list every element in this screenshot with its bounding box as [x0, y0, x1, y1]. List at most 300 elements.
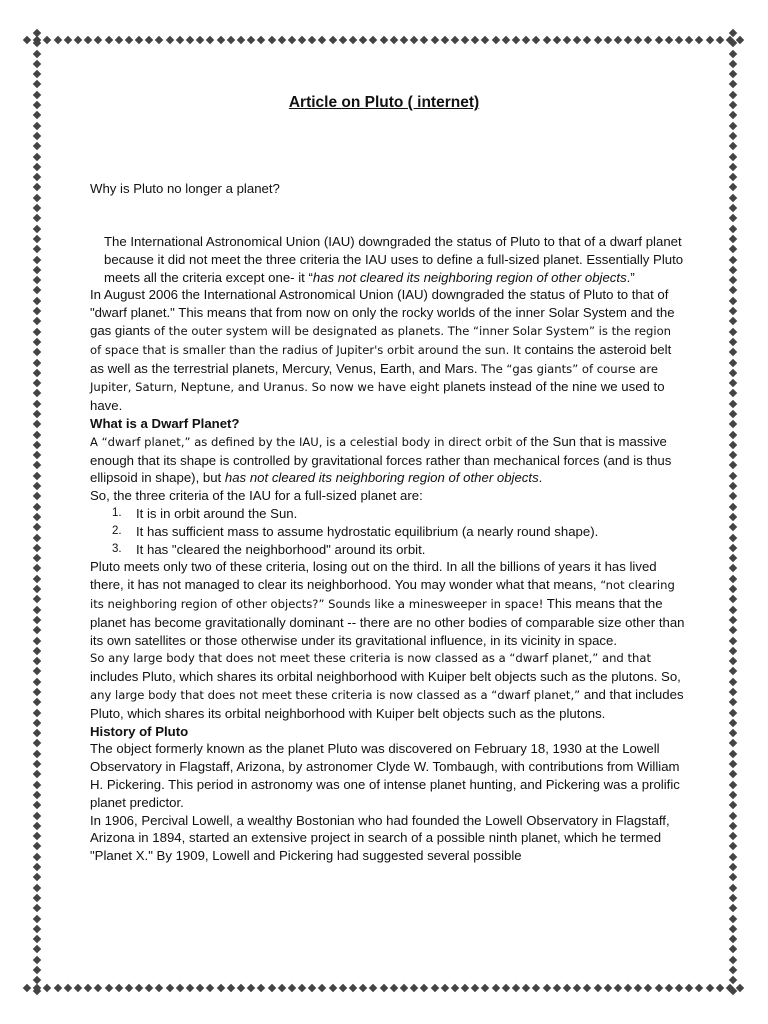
border-diamond: [729, 420, 737, 428]
border-diamond: [33, 49, 41, 57]
border-diamond: [729, 925, 737, 933]
border-diamond: [729, 832, 737, 840]
question-heading: Why is Pluto no longer a planet?: [90, 181, 280, 196]
border-diamond: [33, 791, 41, 799]
border-diamond: [33, 904, 41, 912]
border-diamond: [729, 163, 737, 171]
border-diamond: [624, 36, 632, 44]
border-diamond: [33, 605, 41, 613]
border-diamond: [729, 348, 737, 356]
border-diamond: [53, 36, 61, 44]
border-diamond: [247, 984, 255, 992]
border-diamond: [729, 389, 737, 397]
border-diamond: [729, 873, 737, 881]
border-diamond: [451, 984, 459, 992]
border-diamond: [33, 132, 41, 140]
border-diamond: [125, 984, 133, 992]
border-diamond: [729, 698, 737, 706]
border-diamond: [729, 399, 737, 407]
border-diamond: [125, 36, 133, 44]
border-diamond: [665, 984, 673, 992]
border-diamond: [114, 984, 122, 992]
border-diamond: [277, 36, 285, 44]
border-diamond: [33, 214, 41, 222]
list-item: 2. It has sufficient mass to assume hydrostatic equilibrium (a nearly round shape).: [112, 523, 599, 539]
border-diamond: [675, 36, 683, 44]
heading-history: History of Pluto: [90, 723, 189, 739]
border-diamond: [729, 152, 737, 160]
border-diamond: [573, 984, 581, 992]
border-diamond: [33, 152, 41, 160]
border-diamond: [308, 984, 316, 992]
border-diamond: [400, 36, 408, 44]
paragraph-large-body: So any large body that does not meet these criteria is now classed as a “dwarf planet,” and that includes Pluto, which shares its orbital neighborhood with Kuiper belt objects such as the plutons. So, any large body that does not meet these criteria is now classed as a “dwarf planet,” and that includes Pluto, which shares its orbital neighborhood with Kuiper belt objects such as the plutons.: [90, 651, 684, 721]
border-diamond: [729, 214, 737, 222]
border-diamond: [267, 984, 275, 992]
border-diamond: [553, 984, 561, 992]
border-diamond: [614, 984, 622, 992]
border-diamond: [614, 36, 622, 44]
border-diamond: [33, 183, 41, 191]
border-diamond: [729, 708, 737, 716]
border-diamond: [33, 667, 41, 675]
border-diamond: [729, 739, 737, 747]
border-diamond: [573, 36, 581, 44]
border-diamond: [420, 984, 428, 992]
border-diamond: [729, 822, 737, 830]
border-diamond: [33, 461, 41, 469]
border-diamond: [33, 554, 41, 562]
border-diamond: [227, 984, 235, 992]
heading-dwarf-planet: What is a Dwarf Planet?: [90, 415, 240, 431]
border-diamond: [502, 984, 510, 992]
border-diamond: [277, 984, 285, 992]
border-diamond: [33, 348, 41, 356]
border-diamond: [729, 729, 737, 737]
border-diamond: [705, 36, 713, 44]
border-diamond: [451, 36, 459, 44]
border-diamond: [729, 544, 737, 552]
border-diamond: [33, 255, 41, 263]
border-diamond: [33, 873, 41, 881]
border-diamond: [33, 482, 41, 490]
border-diamond: [33, 523, 41, 531]
border-diamond: [729, 358, 737, 366]
border-diamond: [349, 36, 357, 44]
border-diamond: [33, 399, 41, 407]
paragraph-dwarf-definition: A “dwarf planet,” as defined by the IAU, is a celestial body in direct orbit of the Sun that is massive enough that its shape is controlled by gravitational forces rather than mechanical forces (and is thus ellipsoid in shape), but has not cleared its neighboring region of other objects.: [90, 433, 672, 486]
border-diamond: [33, 369, 41, 377]
border-diamond: [33, 472, 41, 480]
list-item: 3. It has "cleared the neighborhood" around its orbit.: [112, 541, 426, 557]
border-diamond: [729, 513, 737, 521]
border-diamond: [318, 984, 326, 992]
border-diamond: [729, 760, 737, 768]
border-diamond: [390, 36, 398, 44]
border-diamond: [729, 430, 737, 438]
border-diamond: [33, 966, 41, 974]
border-diamond: [729, 966, 737, 974]
border-diamond: [339, 36, 347, 44]
border-diamond: [729, 955, 737, 963]
border-diamond: [729, 801, 737, 809]
border-diamond: [729, 811, 737, 819]
border-diamond: [339, 984, 347, 992]
border-diamond: [603, 984, 611, 992]
border-diamond: [33, 513, 41, 521]
border-diamond: [328, 36, 336, 44]
border-diamond: [33, 729, 41, 737]
border-diamond: [145, 984, 153, 992]
border-diamond: [94, 36, 102, 44]
border-diamond: [729, 657, 737, 665]
border-diamond: [729, 472, 737, 480]
border-diamond: [33, 925, 41, 933]
border-diamond: [481, 984, 489, 992]
border-diamond: [165, 984, 173, 992]
border-diamond: [729, 327, 737, 335]
border-diamond: [33, 194, 41, 202]
border-diamond: [729, 976, 737, 984]
border-diamond: [33, 657, 41, 665]
border-diamond: [729, 235, 737, 243]
border-diamond: [33, 585, 41, 593]
border-diamond: [33, 80, 41, 88]
border-diamond: [33, 719, 41, 727]
border-diamond: [729, 369, 737, 377]
border-right: [726, 30, 740, 994]
border-diamond: [729, 636, 737, 644]
border-diamond: [33, 853, 41, 861]
border-diamond: [729, 770, 737, 778]
border-diamond: [165, 36, 173, 44]
border-diamond: [634, 36, 642, 44]
border-diamond: [328, 984, 336, 992]
border-diamond: [716, 984, 724, 992]
border-diamond: [33, 677, 41, 685]
border-diamond: [695, 36, 703, 44]
border-diamond: [186, 36, 194, 44]
border-diamond: [430, 984, 438, 992]
border-diamond: [33, 296, 41, 304]
paragraph-lowell: In 1906, Percival Lowell, a wealthy Bostonian who had founded the Lowell Observatory in Flagstaff, Arizona in 1894, started an extensive project in search of a possible ninth planet, which he termed "Planet X." By 1909, Lowell and Pickering had suggested several possible: [90, 812, 670, 864]
border-diamond: [532, 36, 540, 44]
border-diamond: [410, 36, 418, 44]
border-diamond: [471, 36, 479, 44]
border-diamond: [461, 36, 469, 44]
border-diamond: [685, 984, 693, 992]
border-diamond: [33, 338, 41, 346]
border-diamond: [216, 36, 224, 44]
border-diamond: [379, 36, 387, 44]
border-diamond: [729, 338, 737, 346]
border-diamond: [33, 430, 41, 438]
border-diamond: [33, 544, 41, 552]
border-diamond: [695, 984, 703, 992]
border-diamond: [33, 955, 41, 963]
border-diamond: [729, 307, 737, 315]
border-diamond: [583, 36, 591, 44]
border-diamond: [481, 36, 489, 44]
border-diamond: [74, 36, 82, 44]
border-diamond: [512, 984, 520, 992]
border-diamond: [729, 667, 737, 675]
border-diamond: [33, 29, 41, 37]
border-diamond: [359, 36, 367, 44]
border-diamond: [94, 984, 102, 992]
criteria-list: [90, 505, 685, 558]
border-top: [24, 33, 744, 47]
border-diamond: [33, 70, 41, 78]
border-left: [30, 30, 44, 994]
border-diamond: [716, 36, 724, 44]
border-diamond: [522, 36, 530, 44]
border-diamond: [33, 842, 41, 850]
border-diamond: [729, 29, 737, 37]
border-diamond: [33, 245, 41, 253]
border-diamond: [420, 36, 428, 44]
border-diamond: [33, 286, 41, 294]
border-diamond: [288, 984, 296, 992]
border-diamond: [237, 984, 245, 992]
border-diamond: [155, 36, 163, 44]
border-diamond: [33, 307, 41, 315]
border-diamond: [216, 984, 224, 992]
border-diamond: [685, 36, 693, 44]
border-diamond: [33, 327, 41, 335]
border-diamond: [729, 245, 737, 253]
border-diamond: [33, 801, 41, 809]
border-diamond: [33, 760, 41, 768]
border-diamond: [33, 770, 41, 778]
border-diamond: [729, 410, 737, 418]
border-diamond: [104, 36, 112, 44]
border-diamond: [227, 36, 235, 44]
border-diamond: [410, 984, 418, 992]
border-diamond: [104, 984, 112, 992]
border-diamond: [33, 945, 41, 953]
border-diamond: [369, 36, 377, 44]
border-diamond: [729, 883, 737, 891]
border-diamond: [33, 389, 41, 397]
border-diamond: [33, 986, 41, 994]
border-diamond: [33, 142, 41, 150]
border-diamond: [654, 984, 662, 992]
border-diamond: [675, 984, 683, 992]
border-diamond: [603, 36, 611, 44]
border-diamond: [33, 163, 41, 171]
border-diamond: [729, 224, 737, 232]
border-diamond: [729, 554, 737, 562]
border-diamond: [247, 36, 255, 44]
border-diamond: [33, 224, 41, 232]
border-diamond: [33, 533, 41, 541]
paragraph-two-criteria: Pluto meets only two of these criteria, losing out on the third. In all the billions of years it has lived there, it has not managed to clear its neighborhood. You may wonder what that means, “not clearing its neighboring region of other objects?” Sounds like a minesweeper in space! This means that the planet has become gravitationally dominant -- there are no other bodies of comparable size other than its own satellites or those otherwise under its gravitational influence, in its vicinity in space.: [90, 559, 685, 648]
border-diamond: [33, 935, 41, 943]
border-diamond: [298, 36, 306, 44]
border-diamond: [729, 647, 737, 655]
border-diamond: [33, 739, 41, 747]
border-diamond: [257, 36, 265, 44]
border-diamond: [379, 984, 387, 992]
border-diamond: [288, 36, 296, 44]
border-diamond: [491, 984, 499, 992]
border-diamond: [33, 451, 41, 459]
border-diamond: [257, 984, 265, 992]
border-diamond: [196, 36, 204, 44]
border-diamond: [729, 60, 737, 68]
border-diamond: [729, 173, 737, 181]
border-diamond: [33, 276, 41, 284]
border-diamond: [729, 204, 737, 212]
border-diamond: [729, 780, 737, 788]
border-diamond: [729, 121, 737, 129]
border-diamond: [33, 121, 41, 129]
border-diamond: [705, 984, 713, 992]
border-diamond: [461, 984, 469, 992]
border-diamond: [729, 719, 737, 727]
border-diamond: [33, 832, 41, 840]
border-diamond: [729, 523, 737, 531]
border-diamond: [33, 811, 41, 819]
border-diamond: [729, 605, 737, 613]
border-diamond: [33, 626, 41, 634]
paragraph-august-2006: In August 2006 the International Astronomical Union (IAU) downgraded the status of Pluto to that of "dwarf planet." This means that from now on only the rocky worlds of the inner Solar System and the gas giants of the outer system will be designated as planets. The “inner Solar System” is the region of space that is smaller than the radius of Jupiter's orbit around the sun. It contains the asteroid belt as well as the terrestrial planets, Mercury, Venus, Earth, and Mars. The “gas giants” of course are Jupiter, Saturn, Neptune, and Uranus. So now we have eight planets instead of the nine we used to have.: [90, 287, 675, 414]
border-diamond: [155, 984, 163, 992]
border-diamond: [196, 984, 204, 992]
border-diamond: [33, 39, 41, 47]
border-diamond: [729, 461, 737, 469]
border-diamond: [33, 574, 41, 582]
border-diamond: [729, 142, 737, 150]
border-diamond: [654, 36, 662, 44]
border-diamond: [43, 36, 51, 44]
border-diamond: [176, 984, 184, 992]
border-diamond: [74, 984, 82, 992]
border-diamond: [33, 894, 41, 902]
border-diamond: [729, 945, 737, 953]
border-diamond: [33, 441, 41, 449]
border-diamond: [729, 853, 737, 861]
border-diamond: [33, 636, 41, 644]
border-diamond: [33, 914, 41, 922]
border-diamond: [33, 976, 41, 984]
border-diamond: [471, 984, 479, 992]
border-diamond: [512, 36, 520, 44]
border-diamond: [440, 984, 448, 992]
border-diamond: [729, 286, 737, 294]
border-diamond: [729, 49, 737, 57]
border-diamond: [729, 750, 737, 758]
border-diamond: [729, 688, 737, 696]
border-diamond: [624, 984, 632, 992]
border-diamond: [33, 780, 41, 788]
border-diamond: [729, 616, 737, 624]
border-diamond: [33, 420, 41, 428]
border-diamond: [729, 111, 737, 119]
border-diamond: [318, 36, 326, 44]
border-diamond: [33, 822, 41, 830]
border-diamond: [583, 984, 591, 992]
border-diamond: [33, 379, 41, 387]
border-diamond: [729, 842, 737, 850]
border-diamond: [33, 266, 41, 274]
border-diamond: [502, 36, 510, 44]
border-diamond: [563, 984, 571, 992]
border-diamond: [206, 36, 214, 44]
border-diamond: [33, 173, 41, 181]
border-diamond: [33, 235, 41, 243]
border-diamond: [33, 410, 41, 418]
border-diamond: [430, 36, 438, 44]
border-diamond: [400, 984, 408, 992]
border-diamond: [729, 132, 737, 140]
border-diamond: [84, 36, 92, 44]
border-diamond: [729, 986, 737, 994]
paragraph-discovery: The object formerly known as the planet Pluto was discovered on February 18, 1930 at the Lowell Observatory in Flagstaff, Arizona, by astronomer Clyde W. Tombaugh, with contributions from William H. Pickering. This period in astronomy was one of intense planet hunting, and Pickering was a prolific planet predictor.: [90, 741, 680, 810]
paragraph-criteria-intro: So, the three criteria of the IAU for a full-sized planet are:: [90, 488, 423, 504]
border-diamond: [729, 80, 737, 88]
border-diamond: [644, 36, 652, 44]
border-diamond: [64, 984, 72, 992]
border-diamond: [359, 984, 367, 992]
border-diamond: [729, 194, 737, 202]
border-diamond: [593, 36, 601, 44]
border-diamond: [33, 502, 41, 510]
border-diamond: [33, 698, 41, 706]
border-diamond: [729, 379, 737, 387]
border-diamond: [729, 276, 737, 284]
border-diamond: [33, 358, 41, 366]
page-title: Article on Pluto ( internet): [288, 94, 480, 111]
border-diamond: [563, 36, 571, 44]
border-diamond: [729, 492, 737, 500]
border-bottom: [24, 981, 744, 995]
border-diamond: [729, 451, 737, 459]
list-item: 1. It is in orbit around the Sun.: [112, 505, 298, 521]
border-diamond: [593, 984, 601, 992]
border-diamond: [729, 914, 737, 922]
border-diamond: [176, 36, 184, 44]
border-diamond: [206, 984, 214, 992]
border-diamond: [729, 574, 737, 582]
border-diamond: [390, 984, 398, 992]
border-diamond: [135, 36, 143, 44]
border-diamond: [729, 296, 737, 304]
border-diamond: [729, 863, 737, 871]
border-diamond: [33, 564, 41, 572]
border-diamond: [729, 533, 737, 541]
border-diamond: [729, 266, 737, 274]
border-diamond: [729, 441, 737, 449]
border-diamond: [33, 883, 41, 891]
paragraph-iau-intro: The International Astronomical Union (IAU) downgraded the status of Pluto to that of a dwarf planet because it did not meet the three criteria the IAU uses to define a full-sized planet. Essentially Pluto meets all the criteria except one- it “has not cleared its neighboring region of other objects.”: [104, 234, 684, 285]
border-diamond: [33, 863, 41, 871]
border-diamond: [33, 111, 41, 119]
border-diamond: [553, 36, 561, 44]
border-diamond: [349, 984, 357, 992]
border-diamond: [64, 36, 72, 44]
border-diamond: [729, 317, 737, 325]
border-diamond: [729, 183, 737, 191]
border-diamond: [729, 677, 737, 685]
border-diamond: [186, 984, 194, 992]
article-body: [90, 233, 685, 865]
border-diamond: [43, 984, 51, 992]
border-diamond: [729, 585, 737, 593]
border-diamond: [729, 564, 737, 572]
border-diamond: [729, 904, 737, 912]
